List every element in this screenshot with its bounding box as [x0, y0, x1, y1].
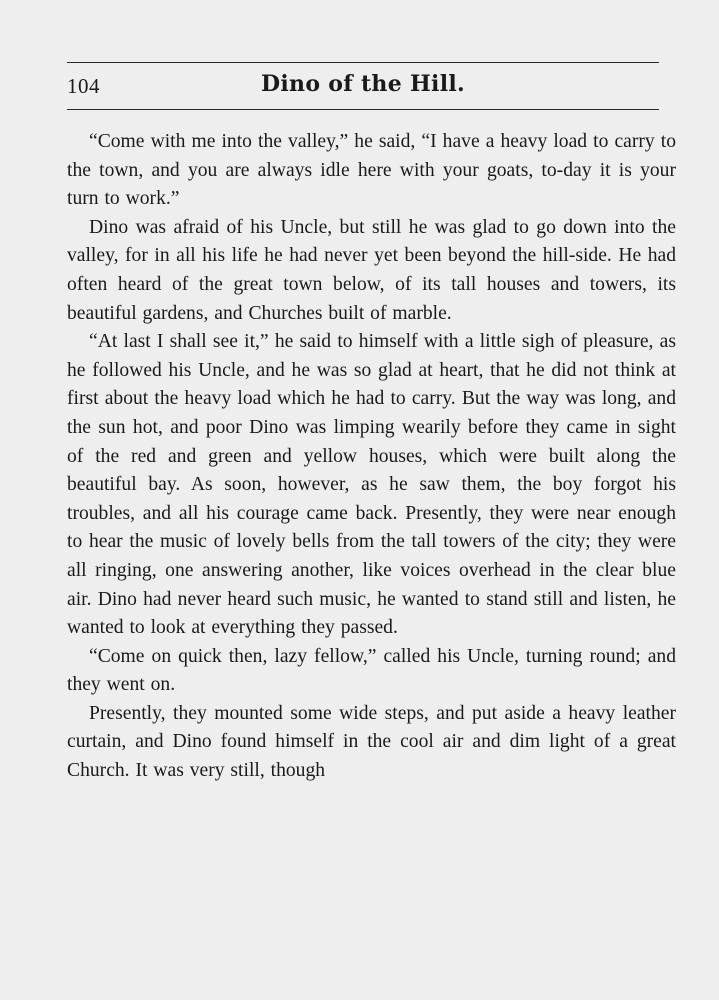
paragraph: Dino was afraid of his Uncle, but still he was glad to go down into the valley, for in all his life he had never yet been beyond the hill-side. He had often heard of the great town below, of its tall houses and towers, its beautiful gardens, and Churches built of marble.: [67, 216, 676, 324]
header-bottom-rule: [67, 109, 659, 110]
header-top-rule: [67, 62, 659, 63]
paragraph: Presently, they mounted some wide steps, and put aside a heavy leather curtain, and Dino found himself in the cool air and dim light of a great Church. It was very still, though: [67, 702, 676, 782]
paragraph: “At last I shall see it,” he said to himself with a little sigh of pleasure, as he followed his Uncle, and he was so glad at heart, that he did not think at first about the heavy load which he had to carry. But the way was long, and the sun hot, and poor Dino was limping wearily before they came in sight of the red and green and yellow houses, which were built along the beautiful bay. As soon, however, as he saw them, the boy forgot his troubles, and all his courage came back. Presently, they were near enough to hear the music of lovely bells from the tall towers of the city; they were all ringing, one answering another, like voices overhead in the clear blue air. Dino had never heard such music, he wanted to stand still and listen, he wanted to look at everything they passed.: [67, 331, 676, 639]
page-number: 104: [67, 74, 100, 98]
paragraph: “Come on quick then, lazy fellow,” called his Uncle, turning round; and they went on.: [67, 645, 676, 696]
running-title: Dino of the Hill.: [261, 71, 465, 97]
running-header: [67, 68, 659, 104]
paragraph: “Come with me into the valley,” he said, “I have a heavy load to carry to the town, and you are always idle here with your goats, to-day it is your turn to work.”: [67, 131, 676, 210]
body-text: [67, 128, 676, 786]
